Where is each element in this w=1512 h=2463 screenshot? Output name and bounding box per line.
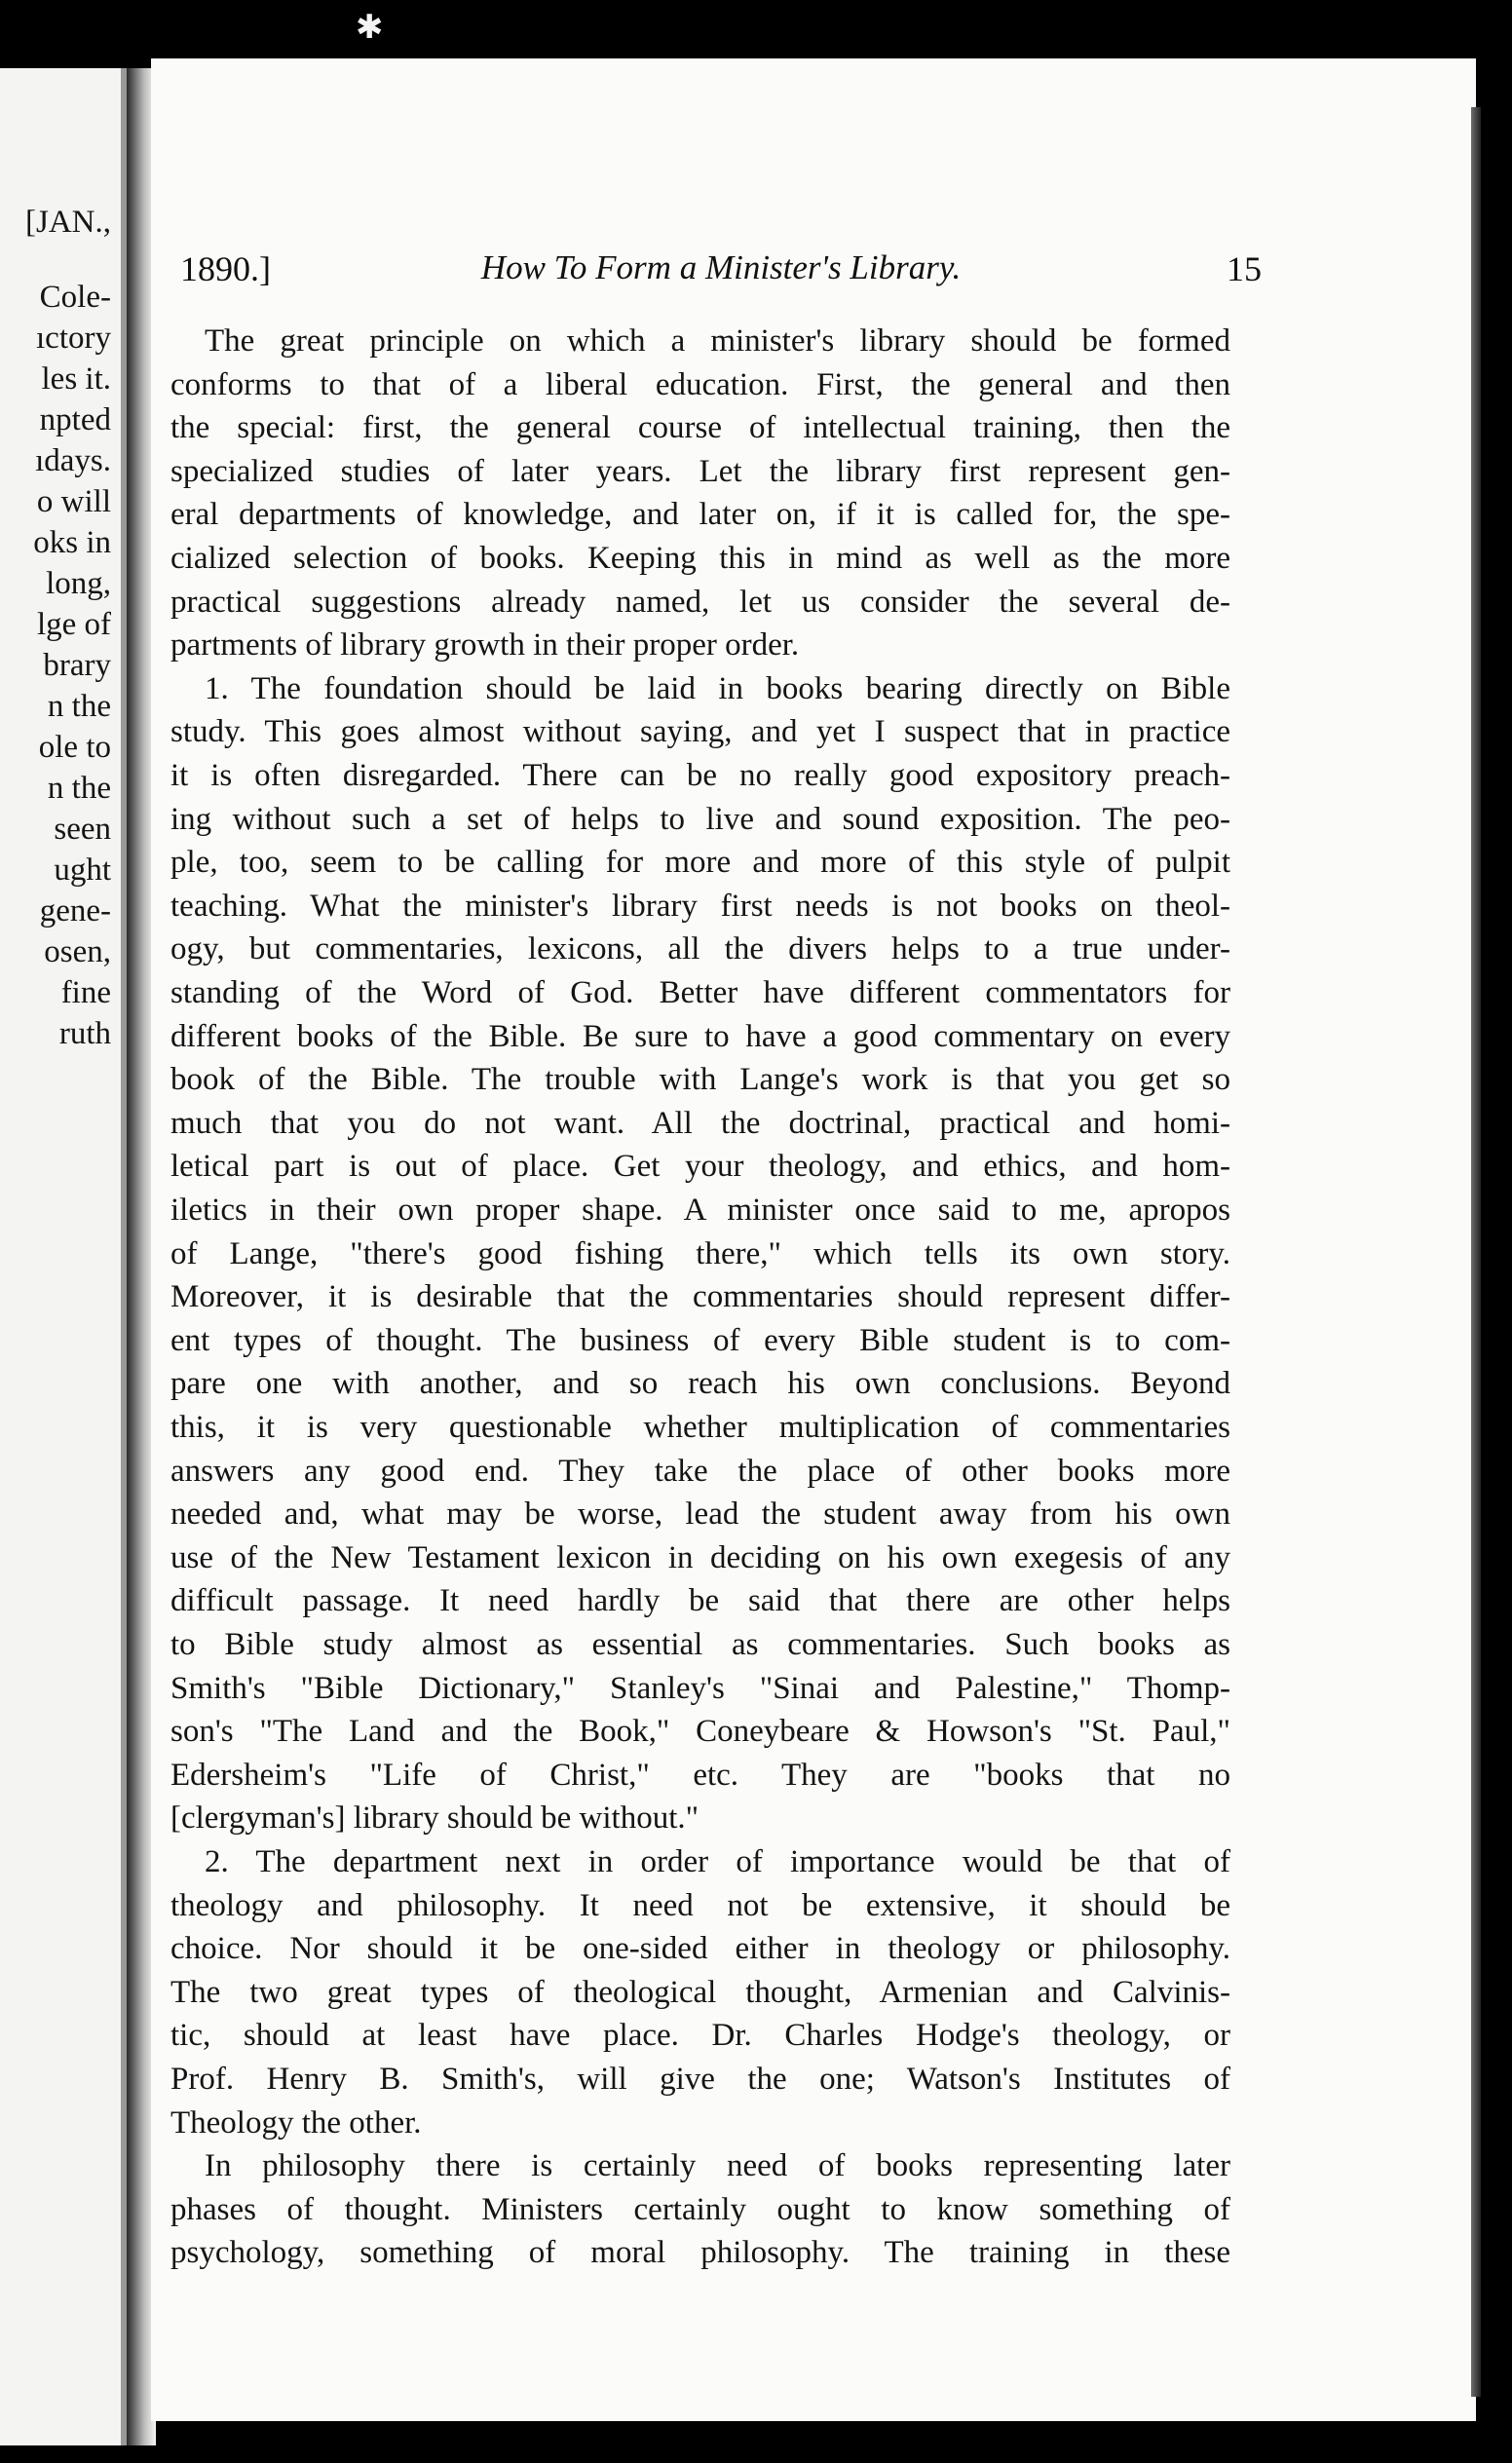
book-page xyxy=(151,58,1476,2421)
text-line: ent types of thought. The business of every Bible student is to com- xyxy=(170,1322,1230,1358)
text-line: ogy, but commentaries, lexicons, all the divers helps to a true under- xyxy=(170,931,1230,967)
facing-page-fragment: lge of xyxy=(36,607,111,642)
text-line: choice. Nor should it be one-sided either in theology or philosophy. xyxy=(170,1931,1230,1967)
text-line: of Lange, "there's good fishing there," which tells its own story. xyxy=(170,1235,1230,1271)
header-year: 1890.] xyxy=(180,249,271,288)
text-line: conforms to that of a liberal education. First, the general and then xyxy=(170,366,1230,402)
text-line: tic, should at least have place. Dr. Charles Hodge's theology, or xyxy=(170,2018,1230,2054)
facing-page-fragment: osen, xyxy=(44,934,111,969)
text-line: iletics in their own proper shape. A minister once said to me, apropos xyxy=(170,1193,1230,1228)
text-line: study. This goes almost without saying, and yet I suspect that in practice xyxy=(170,714,1230,750)
text-line: needed and, what may be worse, lead the student away from his own xyxy=(170,1497,1230,1533)
text-line: the special: first, the general course of intellectual training, then the xyxy=(170,410,1230,446)
text-line: standing of the Word of God. Better have different commentators for xyxy=(170,975,1230,1010)
facing-page-fragment: npted xyxy=(39,402,111,437)
text-line: psychology, something of moral philosophy. The training in these xyxy=(170,2235,1230,2271)
running-header xyxy=(180,248,1262,307)
text-line: Moreover, it is desirable that the commentaries should represent differ- xyxy=(170,1279,1230,1315)
facing-page-fragment: long, xyxy=(46,566,111,601)
text-line: cialized selection of books. Keeping this in mind as well as the more xyxy=(170,541,1230,576)
facing-page-fragment: ruth xyxy=(58,1016,111,1051)
text-line: use of the New Testament lexicon in deciding on his own exegesis of any xyxy=(170,1539,1230,1575)
facing-page-fragment: les it. xyxy=(41,361,111,397)
facing-page-fragment: n the xyxy=(47,771,111,806)
text-line: different books of the Bible. Be sure to have a good commentary on every xyxy=(170,1018,1230,1054)
text-line: The two great types of theological thought, Armenian and Calvinis- xyxy=(170,1974,1230,2010)
text-line: this, it is very questionable whether multiplication of commentaries xyxy=(170,1410,1230,1445)
text-line: ple, too, seem to be calling for more and more of this style of pulpit xyxy=(170,845,1230,881)
facing-page-fragment: oks in xyxy=(33,525,111,560)
text-line: to Bible study almost as essential as commentaries. Such books as xyxy=(170,1627,1230,1662)
scan-speck: ✱ xyxy=(356,8,384,47)
text-line: book of the Bible. The trouble with Lange's work is that you get so xyxy=(170,1062,1230,1098)
facing-page-fragment: seen xyxy=(54,812,111,847)
facing-page-fragment: o will xyxy=(36,484,111,519)
facing-page-fragment: gene- xyxy=(39,893,111,928)
text-line: much that you do not want. All the doctrinal, practical and homi- xyxy=(170,1105,1230,1141)
page-edge-shadow xyxy=(1471,107,1481,2397)
text-line: 1. The foundation should be laid in books bearing directly on Bible xyxy=(205,670,1230,706)
text-line: it is often disregarded. There can be no really good expository preach- xyxy=(170,758,1230,793)
text-line: theology and philosophy. It need not be extensive, it should be xyxy=(170,1887,1230,1923)
page-number: 15 xyxy=(1227,249,1262,288)
text-line: Smith's "Bible Dictionary," Stanley's "Sinai and Palestine," Thomp- xyxy=(170,1670,1230,1706)
facing-page-fragment: fine xyxy=(60,975,111,1010)
text-line: 2. The department next in order of importance would be that of xyxy=(205,1844,1230,1879)
text-line: The great principle on which a minister's library should be formed xyxy=(205,323,1230,359)
text-line: pare one with another, and so reach his own conclusions. Beyond xyxy=(170,1366,1230,1402)
facing-page-fragment: [JAN., xyxy=(25,205,111,240)
facing-page-fragment: n the xyxy=(47,689,111,724)
text-line: letical part is out of place. Get your theology, and ethics, and hom- xyxy=(170,1149,1230,1185)
facing-page-fragment: ıdays. xyxy=(35,443,111,478)
text-line: [clergyman's] library should be without." xyxy=(170,1800,699,1837)
text-line: eral departments of knowledge, and later on, if it is called for, the spe- xyxy=(170,497,1230,533)
text-line: Edersheim's "Life of Christ," etc. They are "books that no xyxy=(170,1757,1230,1793)
text-line: difficult passage. It need hardly be said that there are other helps xyxy=(170,1583,1230,1619)
text-line: answers any good end. They take the place of other books more xyxy=(170,1453,1230,1489)
text-line: son's "The Land and the Book," Coneybeare & Howson's "St. Paul," xyxy=(170,1714,1230,1750)
text-line: specialized studies of later years. Let the library first represent gen- xyxy=(170,453,1230,489)
text-line: partments of library growth in their proper order. xyxy=(170,627,800,663)
facing-page-fragment: brary xyxy=(43,648,111,683)
text-line: ing without such a set of helps to live and sound exposition. The peo- xyxy=(170,801,1230,837)
text-line: practical suggestions already named, let us consider the several de- xyxy=(170,584,1230,620)
text-line: In philosophy there is certainly need of books representing later xyxy=(205,2148,1230,2184)
text-line: Theology the other. xyxy=(170,2104,422,2141)
text-line: phases of thought. Ministers certainly ought to know something of xyxy=(170,2191,1230,2227)
text-line: teaching. What the minister's library first needs is not books on theol- xyxy=(170,888,1230,924)
text-line: Prof. Henry B. Smith's, will give the one; Watson's Institutes of xyxy=(170,2062,1230,2097)
facing-page-fragment: ole to xyxy=(38,730,111,765)
facing-page-fragment: ught xyxy=(54,853,111,888)
facing-page-fragment: Cole- xyxy=(39,280,111,315)
header-title: How To Form a Minister's Library. xyxy=(480,248,962,286)
facing-page-fragment: ıctory xyxy=(36,321,111,356)
facing-page-edge xyxy=(0,68,127,2445)
